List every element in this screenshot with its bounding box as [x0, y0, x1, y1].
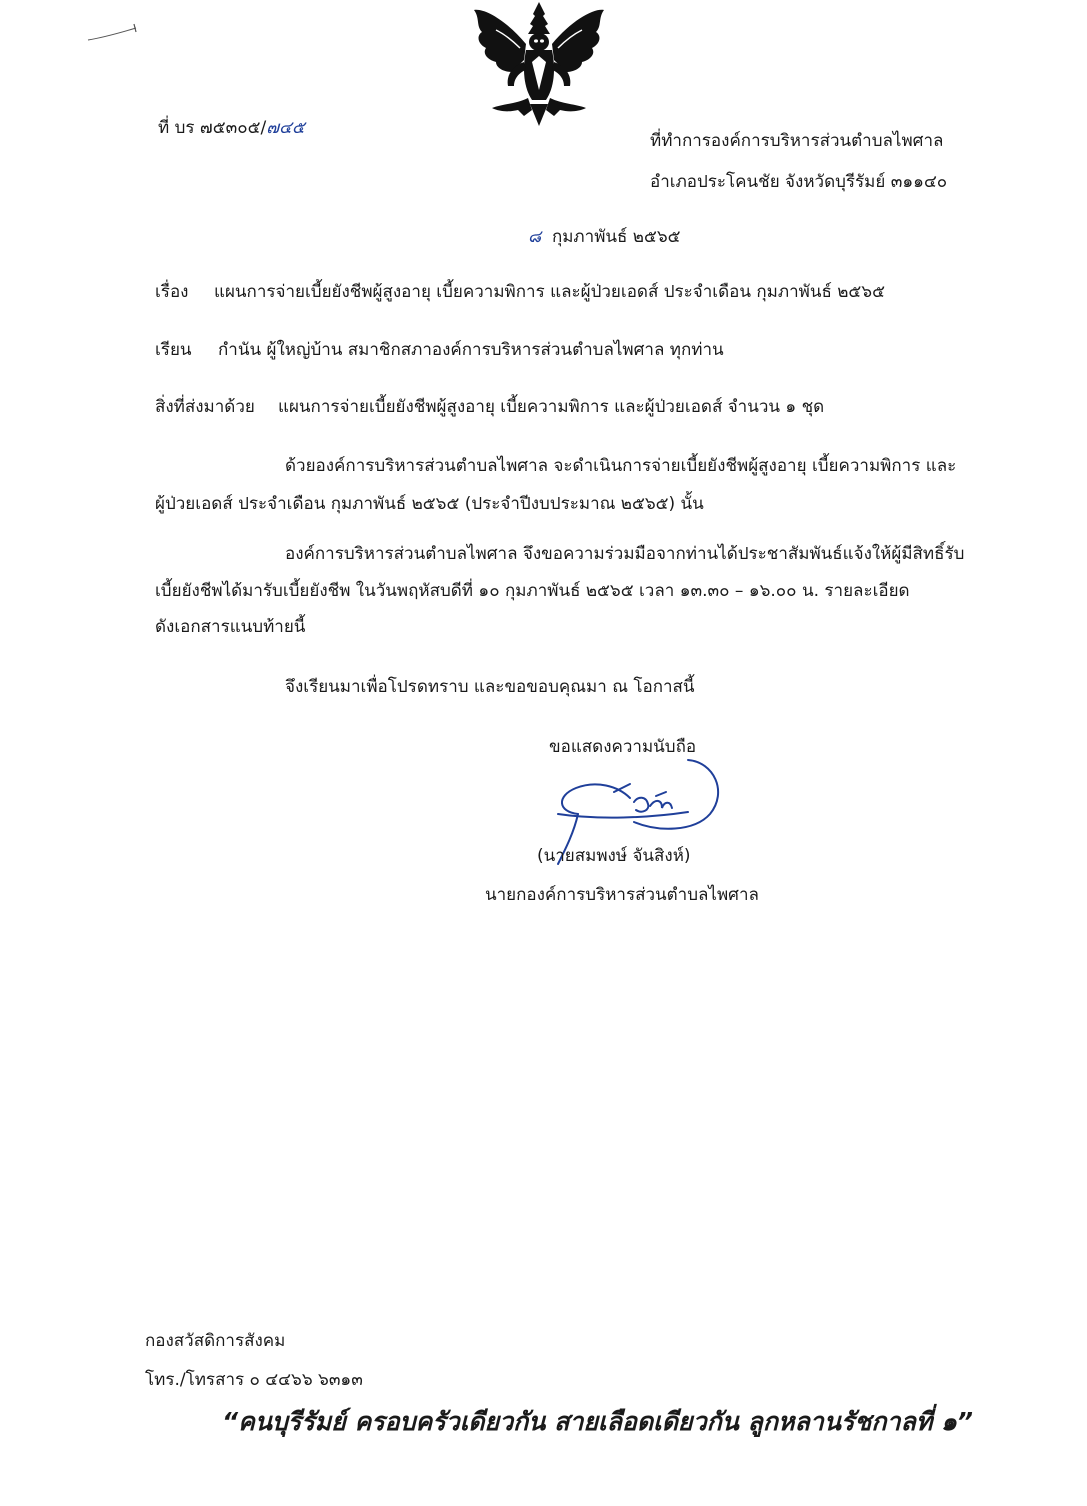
letter-date [528, 226, 681, 248]
paragraph-1-line-2: ผู้ป่วยเอดส์ ประจำเดือน กุมภาพันธ์ ๒๕๖๕ (ประจำปีงบประมาณ ๒๕๖๕) นั้น [155, 494, 704, 514]
reference-label: ที่ บร ๗๕๓๐๕/ [158, 118, 267, 138]
signatory-name: (นายสมพงษ์ จันสิงห์) [537, 846, 691, 866]
reference-number [158, 117, 305, 139]
subject-text: แผนการจ่ายเบี้ยยังชีพผู้สูงอายุ เบี้ยความพิการ และผู้ป่วยเอดส์ ประจำเดือน กุมภาพันธ์ ๒๕๖๕ [214, 282, 885, 302]
footer-division: กองสวัสดิการสังคม [145, 1331, 286, 1351]
date-month-year: กุมภาพันธ์ ๒๕๖๕ [551, 227, 681, 247]
garuda-emblem-icon [466, 0, 612, 128]
office-address-line2: อำเภอประโคนชัย จังหวัดบุรีรัมย์ ๓๑๑๔๐ [650, 172, 948, 192]
paragraph-2-line-1: องค์การบริหารส่วนตำบลไพศาล จึงขอความร่วมมือจากท่านได้ประชาสัมพันธ์แจ้งให้ผู้มีสิทธิ์รับ [285, 544, 965, 564]
regards-line: ขอแสดงความนับถือ [549, 737, 697, 757]
paragraph-1-line-1: ด้วยองค์การบริหารส่วนตำบลไพศาล จะดำเนินการจ่ายเบี้ยยังชีพผู้สูงอายุ เบี้ยความพิการ และ [285, 456, 957, 476]
closing-line: จึงเรียนมาเพื่อโปรดทราบ และขอขอบคุณมา ณ โอกาสนี้ [285, 677, 695, 697]
reference-handwritten-number: ๗๔๕ [266, 118, 305, 138]
subject-label: เรื่อง [155, 282, 189, 302]
footer-phone: โทร./โทรสาร ๐ ๔๔๖๖ ๖๓๑๓ [145, 1370, 363, 1390]
enclosure-text: แผนการจ่ายเบี้ยยังชีพผู้สูงอายุ เบี้ยความพิการ และผู้ป่วยเอดส์ จำนวน ๑ ชุด [278, 397, 825, 417]
enclosure-label: สิ่งที่ส่งมาด้วย [155, 397, 255, 417]
date-day-handwritten: ๘ [528, 227, 542, 247]
signatory-position: นายกองค์การบริหารส่วนตำบลไพศาล [485, 885, 759, 905]
office-address-line1: ที่ทำการองค์การบริหารส่วนตำบลไพศาล [650, 131, 944, 151]
pen-scratch-mark [86, 22, 140, 44]
footer-slogan: “คนบุรีรัมย์ ครอบครัวเดียวกัน สายเลือดเดียวกัน ลูกหลานรัชกาลที่ ๑” [222, 1407, 973, 1436]
paragraph-2-line-2: เบี้ยยังชีพได้มารับเบี้ยยังชีพ ในวันพฤหัสบดีที่ ๑๐ กุมภาพันธ์ ๒๕๖๕ เวลา ๑๓.๓๐ – ๑๖.๐๐ น. รายละเอียด [155, 581, 910, 601]
recipient-text: กำนัน ผู้ใหญ่บ้าน สมาชิกสภาองค์การบริหารส่วนตำบลไพศาล ทุกท่าน [218, 340, 724, 360]
paragraph-2-line-3: ดังเอกสารแนบท้ายนี้ [155, 617, 306, 637]
recipient-label: เรียน [155, 340, 192, 360]
